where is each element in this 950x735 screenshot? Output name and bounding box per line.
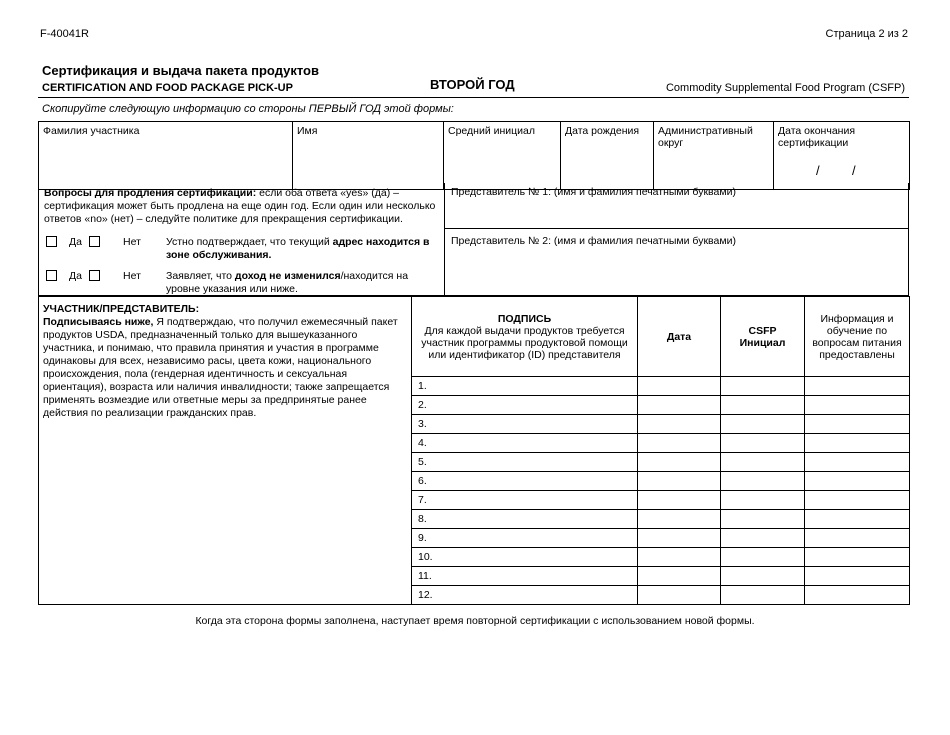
signature-cell[interactable] [412, 586, 638, 605]
date-cell[interactable] [638, 453, 721, 472]
date-header: Дата [638, 297, 721, 377]
table-row [412, 491, 910, 510]
renewal-intro [44, 187, 439, 226]
signature-cell[interactable] [412, 453, 638, 472]
nutrition-cell[interactable] [805, 510, 910, 529]
cert-end-field[interactable] [774, 122, 910, 190]
date-cell[interactable] [638, 396, 721, 415]
representatives-block [444, 183, 909, 296]
address-yes-label: Да [69, 236, 82, 248]
signature-table [411, 296, 910, 605]
admin-district-label: Административный округ [658, 125, 753, 149]
date-cell[interactable] [638, 586, 721, 605]
csfp-initial-cell[interactable] [721, 453, 805, 472]
form-code: F-40041R [40, 28, 89, 40]
row-number: 4. [418, 437, 427, 449]
nutrition-cell[interactable] [805, 396, 910, 415]
signature-cell[interactable] [412, 510, 638, 529]
address-question-pre: Устно подтверждает, что текущий [166, 236, 333, 248]
date-slash-1: / [816, 163, 820, 178]
csfp-initial-cell[interactable] [721, 434, 805, 453]
csfp-initial-cell[interactable] [721, 377, 805, 396]
initial-label: Инициал [739, 336, 786, 349]
table-row [412, 529, 910, 548]
table-row [412, 567, 910, 586]
signature-cell[interactable] [412, 396, 638, 415]
signature-cell[interactable] [412, 472, 638, 491]
table-row [412, 586, 910, 605]
date-cell[interactable] [638, 415, 721, 434]
income-no-checkbox[interactable] [89, 270, 100, 281]
copy-instruction: Скопируйте следующую информацию со стороны ПЕРВЫЙ ГОД этой формы: [42, 103, 454, 115]
date-cell[interactable] [638, 529, 721, 548]
nutrition-cell[interactable] [805, 453, 910, 472]
nutrition-cell[interactable] [805, 567, 910, 586]
date-slash-2: / [852, 163, 856, 178]
date-cell[interactable] [638, 548, 721, 567]
signature-cell[interactable] [412, 548, 638, 567]
renewal-intro-text: если оба ответа «yes» (да) – сертификация может быть продлена на еще один год. Если один или несколько ответов «no» (нет) – следуйте политике для прекращения сертификации. [44, 187, 436, 225]
csfp-initial-cell[interactable] [721, 510, 805, 529]
nutrition-cell[interactable] [805, 472, 910, 491]
participant-body [43, 316, 407, 420]
participant-text: Я подтверждаю, что получил ежемесячный пакет продуктов USDA, предназначенный только для вышеуказанного участника, и понимаю, что правила принятия и участия в программе одинаковы для всех, независимо расы, цвета кожи, национального происхождения, пола (гендерная идентичность и сексуальная ориентация), возраста или наличия инвалидности; также запрещается применять возмездие или ответные меры за предпринятые ранее действия по реализации гражданских прав. [43, 316, 398, 419]
birth-date-label: Дата рождения [565, 125, 640, 137]
income-no-label: Нет [123, 270, 141, 282]
date-cell[interactable] [638, 377, 721, 396]
date-cell[interactable] [638, 434, 721, 453]
address-yes-checkbox[interactable] [46, 236, 57, 247]
nutrition-cell[interactable] [805, 415, 910, 434]
participant-statement [38, 296, 412, 605]
csfp-initial-cell[interactable] [721, 567, 805, 586]
signature-cell[interactable] [412, 567, 638, 586]
row-number: 6. [418, 475, 427, 487]
table-row [412, 396, 910, 415]
income-yes-checkbox[interactable] [46, 270, 57, 281]
address-no-label: Нет [123, 236, 141, 248]
page-number: Страница 2 из 2 [825, 28, 908, 40]
last-name-label: Фамилия участника [43, 125, 140, 137]
signature-cell[interactable] [412, 415, 638, 434]
middle-initial-field[interactable] [444, 122, 561, 190]
representative-1-field[interactable] [445, 183, 908, 229]
birth-date-field[interactable] [561, 122, 654, 190]
income-question-bold: доход не изменился [234, 270, 341, 282]
header-rule [38, 97, 909, 98]
address-question-text [166, 236, 436, 262]
table-row [412, 377, 910, 396]
program-name: Commodity Supplemental Food Program (CSFP) [665, 82, 905, 94]
signature-desc: Для каждой выдачи продуктов требуется участник программы продуктовой помощи или идентификатор (ID) представителя [421, 324, 628, 361]
income-question-post: /находится на уровне указания или ниже. [166, 270, 409, 295]
csfp-initial-cell[interactable] [721, 415, 805, 434]
representative-2-field[interactable] [445, 232, 908, 250]
participant-heading: УЧАСТНИК/ПРЕДСТАВИТЕЛЬ: [43, 303, 200, 315]
signature-cell[interactable] [412, 529, 638, 548]
participant-lead: Подписываясь ниже, [43, 316, 154, 328]
nutrition-cell[interactable] [805, 491, 910, 510]
nutrition-cell[interactable] [805, 548, 910, 567]
csfp-label: CSFP [748, 324, 777, 337]
csfp-initial-cell[interactable] [721, 529, 805, 548]
middle-initial-label: Средний инициал [448, 125, 535, 137]
signature-cell[interactable] [412, 377, 638, 396]
income-question-text [166, 270, 436, 296]
nutrition-header: Информация и обучение по вопросам питания предоставлены [805, 297, 910, 377]
table-row [412, 472, 910, 491]
nutrition-cell[interactable] [805, 586, 910, 605]
row-number: 2. [418, 399, 427, 411]
row-number: 3. [418, 418, 427, 430]
year-label: ВТОРОЙ ГОД [430, 77, 515, 92]
date-cell[interactable] [638, 567, 721, 586]
last-name-field[interactable] [39, 122, 293, 190]
row-number: 5. [418, 456, 427, 468]
table-row [412, 510, 910, 529]
nutrition-cell[interactable] [805, 377, 910, 396]
csfp-initial-cell[interactable] [721, 396, 805, 415]
csfp-initial-cell[interactable] [721, 491, 805, 510]
row-number: 12. [418, 589, 433, 601]
renewal-intro-heading: Вопросы для продления сертификации: [44, 187, 257, 199]
income-yes-label: Да [69, 270, 82, 282]
signature-cell[interactable] [412, 434, 638, 453]
title-russian: Сертификация и выдача пакета продуктов [42, 63, 319, 78]
date-cell[interactable] [638, 491, 721, 510]
address-question-bold: адрес находится в зоне обслуживания. [166, 236, 430, 261]
income-question-pre: Заявляет, что [166, 270, 235, 282]
cert-end-label: Дата окончания сертификации [778, 125, 856, 149]
row-number: 1. [418, 380, 427, 392]
row-number: 10. [418, 551, 433, 563]
footer-note: Когда эта сторона формы заполнена, наступает время повторной сертификации с использованием новой формы. [195, 615, 755, 627]
csfp-initial-cell[interactable] [721, 548, 805, 567]
table-row [412, 434, 910, 453]
row-number: 7. [418, 494, 427, 506]
row-number: 8. [418, 513, 427, 525]
representative-1-label: Представитель № 1: (имя и фамилия печатными буквами) [451, 186, 736, 198]
renewal-questions [38, 183, 445, 296]
csfp-initial-cell[interactable] [721, 586, 805, 605]
csfp-initial-header [721, 297, 805, 377]
nutrition-cell[interactable] [805, 434, 910, 453]
first-name-label: Имя [297, 125, 318, 137]
identification-table [38, 121, 910, 190]
signature-title: ПОДПИСЬ [497, 312, 552, 325]
admin-district-field[interactable] [654, 122, 774, 190]
row-number: 11. [418, 570, 432, 582]
signature-cell[interactable] [412, 491, 638, 510]
table-row [412, 548, 910, 567]
csfp-initial-cell[interactable] [721, 472, 805, 491]
nutrition-cell[interactable] [805, 529, 910, 548]
date-cell[interactable] [638, 510, 721, 529]
table-row [412, 453, 910, 472]
date-cell[interactable] [638, 472, 721, 491]
address-no-checkbox[interactable] [89, 236, 100, 247]
representative-2-label: Представитель № 2: (имя и фамилия печатными буквами) [451, 235, 736, 247]
row-number: 9. [418, 532, 427, 544]
table-row [412, 415, 910, 434]
title-english: CERTIFICATION AND FOOD PACKAGE PICK-UP [42, 82, 293, 94]
signature-header [412, 297, 638, 377]
first-name-field[interactable] [293, 122, 444, 190]
